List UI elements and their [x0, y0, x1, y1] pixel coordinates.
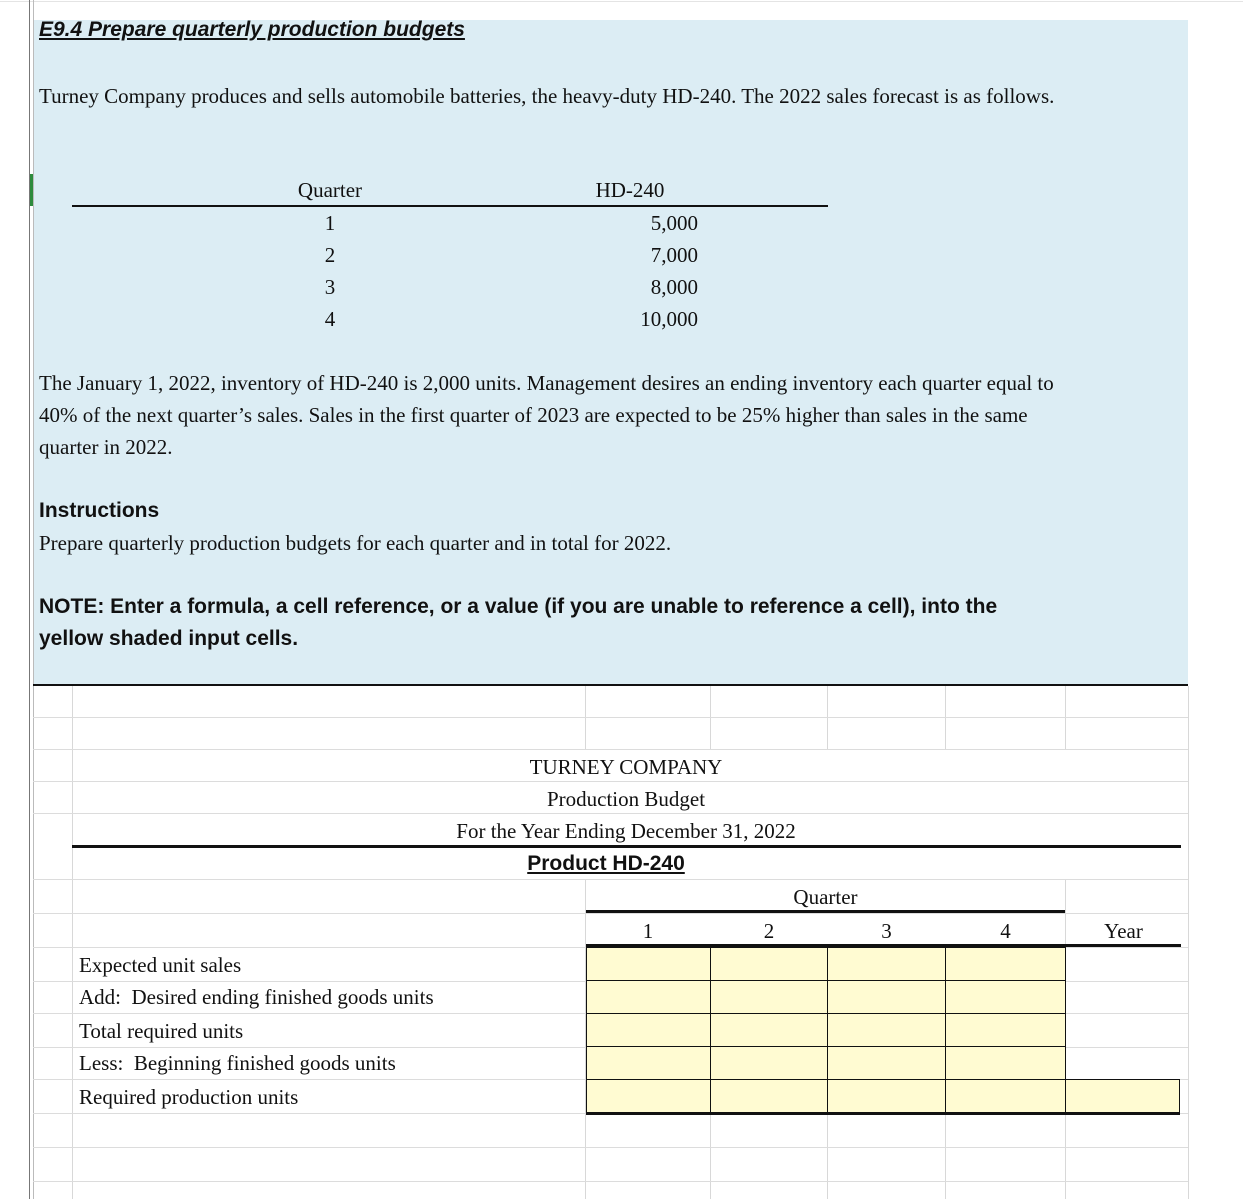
grid-col-line	[710, 686, 711, 750]
quarter-group-header: Quarter	[793, 885, 858, 909]
input-expected-sales-q1[interactable]	[586, 947, 711, 981]
budget-product: Product HD-240	[527, 852, 685, 875]
paragraph-line-3: quarter in 2022.	[39, 435, 173, 459]
row-label-required-production: Required production units	[79, 1085, 299, 1109]
instructions-heading: Instructions	[39, 499, 160, 522]
forecast-quarter-4: 4	[324, 307, 336, 331]
budget-header-rule	[72, 845, 1181, 848]
grid-col-line	[1188, 686, 1189, 1199]
grid-row-line	[33, 717, 1188, 718]
total-double-rule	[586, 1112, 1180, 1115]
input-desired-ending-q4[interactable]	[945, 980, 1066, 1014]
grid-col-line	[827, 1115, 828, 1199]
info-panel	[33, 20, 1188, 685]
grid-col-line	[585, 686, 586, 750]
budget-name: Production Budget	[546, 787, 706, 811]
grid-row-line	[33, 781, 1188, 782]
grid-row-line	[33, 1147, 1188, 1148]
note-line-2: yellow shaded input cells.	[39, 627, 299, 650]
input-desired-ending-q3[interactable]	[827, 980, 946, 1014]
grid-col-line	[710, 1115, 711, 1199]
input-beginning-units-q2[interactable]	[710, 1046, 828, 1080]
instructions-text: Prepare quarterly production budgets for each quarter and in total for 2022.	[39, 531, 672, 555]
grid-row-line	[33, 879, 1188, 880]
input-required-production-year[interactable]	[1065, 1079, 1180, 1113]
column-header-q3: 3	[881, 919, 892, 943]
top-grid-line	[0, 1, 1243, 2]
input-beginning-units-q1[interactable]	[586, 1046, 711, 1080]
input-total-required-q1[interactable]	[586, 1013, 711, 1047]
forecast-units-4: 10,000	[640, 307, 698, 331]
forecast-header-quarter: Quarter	[297, 178, 363, 202]
input-beginning-units-q3[interactable]	[827, 1046, 946, 1080]
budget-period: For the Year Ending December 31, 2022	[456, 819, 796, 843]
paragraph-line-2: 40% of the next quarter’s sales. Sales in the first quarter of 2023 are expected to be 25% higher than sales in the same	[39, 403, 1028, 427]
input-required-production-q2[interactable]	[710, 1079, 828, 1113]
grid-col-line	[72, 686, 73, 1199]
budget-company: TURNEY COMPANY	[529, 755, 723, 779]
input-expected-sales-q4[interactable]	[945, 947, 1066, 981]
row-label-total-required: Total required units	[79, 1019, 244, 1043]
forecast-units-1: 5,000	[650, 211, 698, 235]
input-beginning-units-q4[interactable]	[945, 1046, 1066, 1080]
grid-col-line	[1065, 686, 1066, 750]
forecast-quarter-3: 3	[324, 275, 336, 299]
input-expected-sales-q2[interactable]	[710, 947, 828, 981]
column-header-year: Year	[1104, 919, 1143, 943]
grid-col-line	[945, 686, 946, 750]
column-header-q4: 4	[1000, 919, 1011, 943]
note-line-1: NOTE: Enter a formula, a cell reference, or a value (if you are unable to reference a cell), into the	[39, 595, 998, 618]
column-header-q2: 2	[763, 919, 775, 943]
input-required-production-q1[interactable]	[586, 1079, 711, 1113]
grid-row-line	[33, 913, 1188, 914]
column-header-q1: 1	[642, 919, 654, 943]
page-title: E9.4 Prepare quarterly production budgets	[39, 18, 465, 41]
input-desired-ending-q1[interactable]	[586, 980, 711, 1014]
left-border-line-inner	[33, 0, 34, 1199]
grid-col-line	[945, 1115, 946, 1199]
input-expected-sales-q3[interactable]	[827, 947, 946, 981]
forecast-units-2: 7,000	[650, 243, 698, 267]
forecast-quarter-1: 1	[324, 211, 336, 235]
intro-text: Turney Company produces and sells automobile batteries, the heavy-duty HD-240. The 2022 sales forecast is as follows.	[39, 84, 1055, 108]
section-separator	[33, 684, 1188, 686]
forecast-units-3: 8,000	[650, 275, 698, 299]
input-desired-ending-q2[interactable]	[710, 980, 828, 1014]
input-total-required-q2[interactable]	[710, 1013, 828, 1047]
input-required-production-q4[interactable]	[945, 1079, 1066, 1113]
grid-row-line	[33, 749, 1188, 750]
row-label-desired-ending: Add: Desired ending finished goods units	[79, 985, 434, 1009]
grid-row-line	[33, 1181, 1188, 1182]
forecast-header-rule	[72, 205, 828, 207]
forecast-quarter-2: 2	[324, 243, 336, 267]
row-label-expected-sales: Expected unit sales	[79, 953, 242, 977]
input-total-required-q3[interactable]	[827, 1013, 946, 1047]
row-label-beginning-units: Less: Beginning finished goods units	[79, 1051, 396, 1075]
input-total-required-q4[interactable]	[945, 1013, 1066, 1047]
grid-row-line	[33, 813, 1188, 814]
paragraph-line-1: The January 1, 2022, inventory of HD-240 is 2,000 units. Management desires an ending inventory each quarter equal to	[39, 371, 1054, 395]
input-required-production-q3[interactable]	[827, 1079, 946, 1113]
forecast-header-product: HD-240	[595, 178, 665, 202]
grid-col-line	[827, 686, 828, 750]
quarter-group-rule	[586, 910, 1065, 913]
active-cell-marker	[30, 174, 33, 206]
